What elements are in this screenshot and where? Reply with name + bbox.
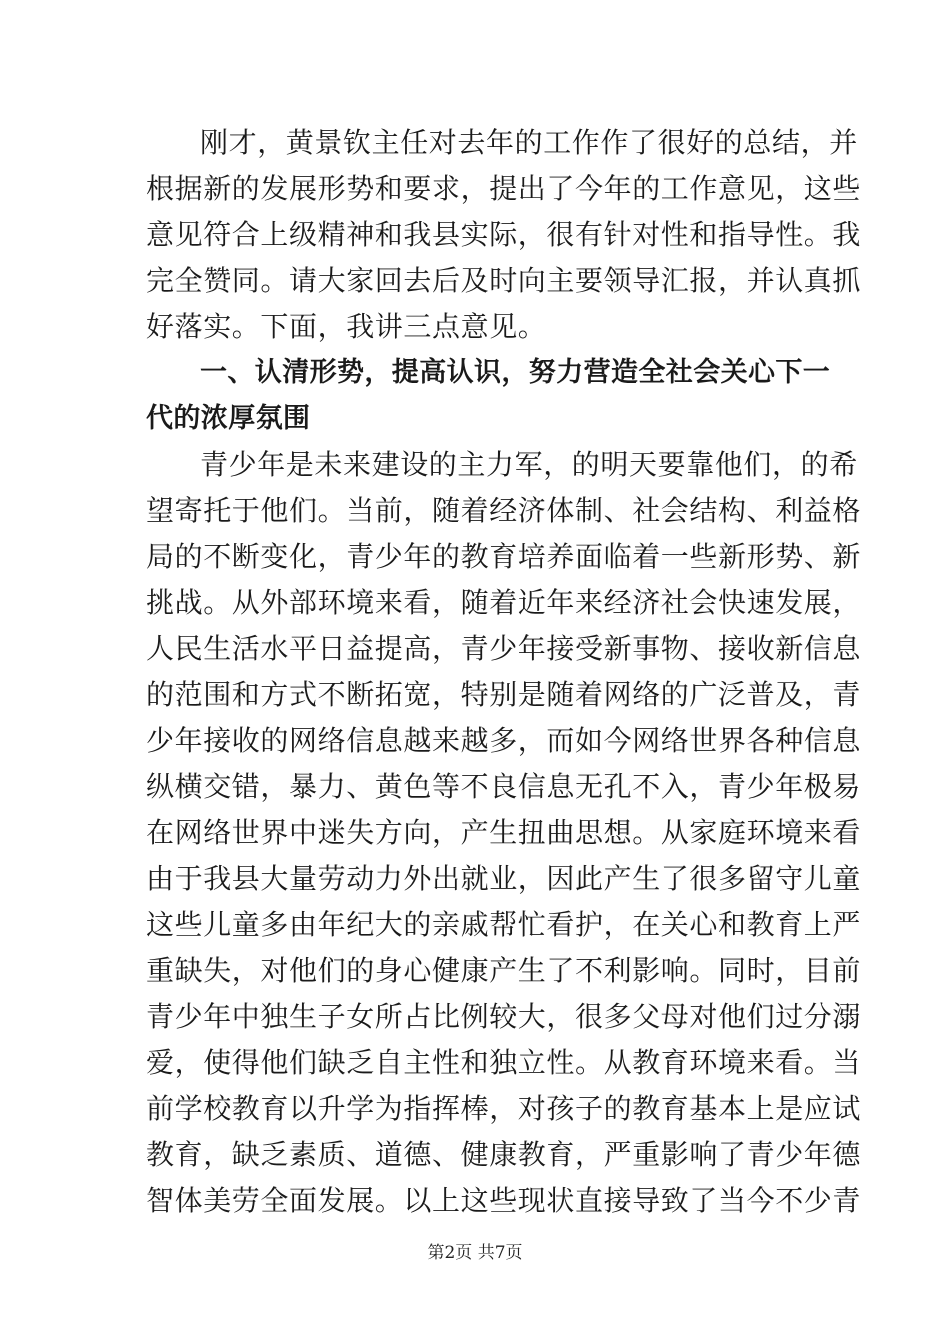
- paragraph-line: 局的不断变化，青少年的教育培养面临着一些新形势、新: [146, 540, 862, 573]
- page-number-footer: 第2页 共7页: [427, 1243, 523, 1263]
- paragraph-line: 爱，使得他们缺乏自主性和独立性。从教育环境来看。当: [146, 1046, 862, 1079]
- paragraph-line: 好落实。下面，我讲三点意见。: [146, 310, 547, 343]
- paragraph-line: 青少年中独生子女所占比例较大，很多父母对他们过分溺: [146, 1000, 862, 1033]
- paragraph-line: 前学校教育以升学为指挥棒，对孩子的教育基本上是应试: [146, 1092, 862, 1125]
- section-heading: 一、认清形势，提高认识，努力营造全社会关心下一: [200, 357, 831, 388]
- paragraph-line: 意见符合上级精神和我县实际，很有针对性和指导性。我: [146, 218, 862, 251]
- paragraph-line: 在网络世界中迷失方向，产生扭曲思想。从家庭环境来看: [146, 816, 862, 849]
- paragraph-line: 完全赞同。请大家回去后及时向主要领导汇报，并认真抓: [146, 264, 862, 297]
- paragraph-line: 青少年是未来建设的主力军，的明天要靠他们，的希: [200, 448, 858, 481]
- paragraph-line: 少年接收的网络信息越来越多，而如今网络世界各种信息: [146, 724, 862, 757]
- paragraph-line: 重缺失，对他们的身心健康产生了不利影响。同时，目前: [146, 954, 862, 987]
- paragraph-line: 人民生活水平日益提高，青少年接受新事物、接收新信息: [146, 632, 862, 665]
- paragraph-line: 纵横交错，暴力、黄色等不良信息无孔不入，青少年极易: [146, 770, 862, 803]
- paragraph-line: 刚才，黄景钦主任对去年的工作作了很好的总结，并: [200, 126, 858, 159]
- paragraph-line: 根据新的发展形势和要求，提出了今年的工作意见，这些: [146, 172, 862, 205]
- paragraph-line: 由于我县大量劳动力外出就业，因此产生了很多留守儿童: [146, 862, 862, 895]
- paragraph-line: 教育，缺乏素质、道德、健康教育，严重影响了青少年德: [146, 1138, 862, 1171]
- paragraph-line: 的范围和方式不断拓宽，特别是随着网络的广泛普及，青: [146, 678, 862, 711]
- paragraph-line: 智体美劳全面发展。以上这些现状直接导致了当今不少青: [146, 1184, 862, 1217]
- section-heading: 代的浓厚氛围: [146, 403, 311, 434]
- paragraph-line: 挑战。从外部环境来看，随着近年来经济社会快速发展，: [146, 586, 862, 619]
- paragraph-line: 望寄托于他们。当前，随着经济体制、社会结构、利益格: [146, 494, 862, 527]
- paragraph-line: 这些儿童多由年纪大的亲戚帮忙看护，在关心和教育上严: [146, 908, 862, 941]
